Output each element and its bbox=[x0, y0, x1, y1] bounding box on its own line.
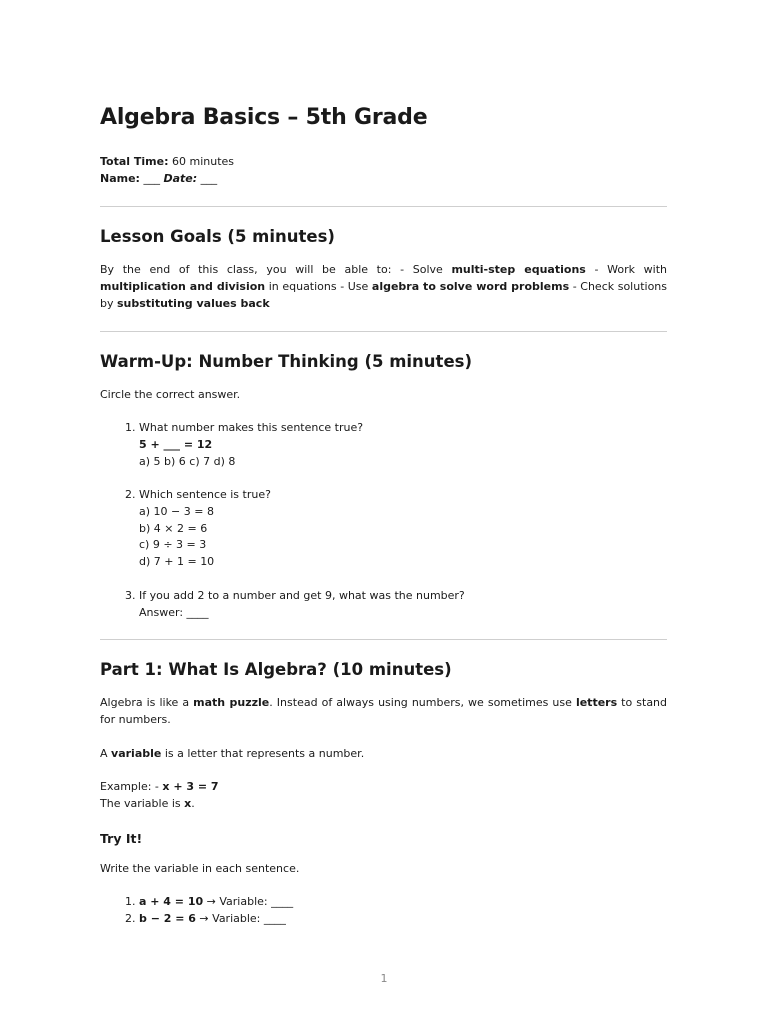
list-item: 2. Which sentence is true? a) 10 − 3 = 8 b) 4 × 2 = 6 c) 9 ÷ 3 = 3 d) 7 + 1 = 10 bbox=[139, 487, 667, 571]
date-blank: ___ bbox=[197, 171, 218, 185]
list-item: 1. What number makes this sentence true? 5 + ___ = 12 a) 5 b) 6 c) 7 d) 8 bbox=[139, 420, 667, 470]
tryit-instruction: Write the variable in each sentence. bbox=[100, 861, 300, 875]
page-number: 1 bbox=[380, 972, 388, 985]
total-time-value: 60 minutes bbox=[168, 155, 235, 168]
total-time-line bbox=[100, 154, 667, 171]
variable-definition: A variable is a letter that represents a number. bbox=[100, 746, 365, 760]
tryit-list bbox=[100, 894, 667, 927]
section-heading-part1: Part 1: What Is Algebra? (10 minutes) bbox=[100, 660, 452, 680]
list-item: 2. b − 2 = 6 → Variable: ____ bbox=[139, 911, 667, 928]
example-block: Example: - x + 3 = 7 The variable is x. bbox=[100, 780, 219, 811]
document-page bbox=[100, 100, 667, 928]
name-blank: ___ bbox=[139, 171, 164, 185]
total-time-label: Total Time: bbox=[100, 155, 169, 168]
algebra-intro-paragraph: Algebra is like a math puzzle. Instead of always using numbers, we sometimes use letters to stand for numbers. bbox=[100, 696, 668, 726]
divider bbox=[100, 206, 667, 207]
goals-paragraph: By the end of this class, you will be able to: - Solve multi-step equations - Work with multiplication and division in equations - Use algebra to solve word problems - Check solutions by substituting values back bbox=[100, 263, 668, 310]
warmup-question-list bbox=[100, 420, 667, 621]
name-label: Name: bbox=[100, 171, 140, 185]
page-title: Algebra Basics – 5th Grade bbox=[100, 105, 428, 130]
section-heading-goals: Lesson Goals (5 minutes) bbox=[100, 227, 335, 247]
warmup-instruction: Circle the correct answer. bbox=[100, 387, 241, 401]
section-heading-warmup: Warm-Up: Number Thinking (5 minutes) bbox=[100, 351, 472, 371]
divider bbox=[100, 331, 667, 332]
list-item: 1. a + 4 = 10 → Variable: ____ bbox=[139, 894, 667, 911]
subheading-try-it: Try It! bbox=[100, 830, 143, 846]
date-label: Date: bbox=[163, 171, 198, 185]
divider bbox=[100, 639, 667, 640]
lesson-meta bbox=[100, 154, 667, 187]
list-item: 3. If you add 2 to a number and get 9, what was the number? Answer: ____ bbox=[139, 588, 667, 621]
name-date-line bbox=[100, 171, 667, 188]
